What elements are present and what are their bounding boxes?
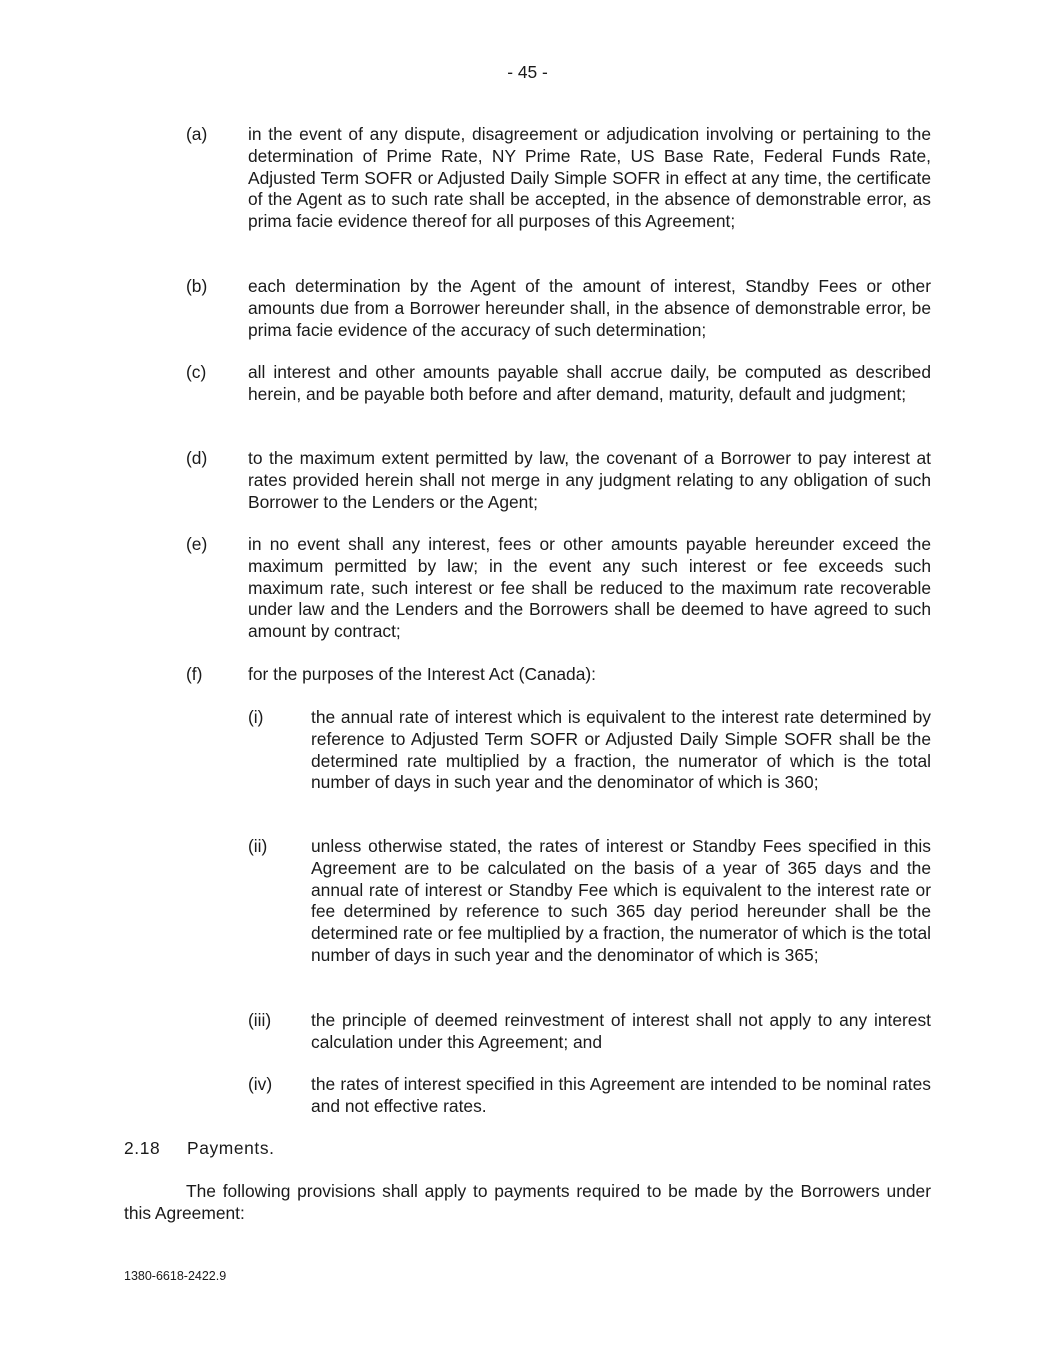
- list-item-label: (b): [186, 276, 208, 296]
- list-item-text: each determination by the Agent of the amount of interest, Standby Fees or other amounts due from a Borrower hereunder shall, in the absence of demonstrable error, be prima facie evidence of the accuracy of such determination;: [248, 276, 931, 340]
- sub-list-item-label: (iii): [248, 1010, 272, 1030]
- list-item-text: in no event shall any interest, fees or other amounts payable hereunder exceed the maximum permitted by law; in the event any such interest or fee exceeds such maximum rate, such interest or fee shall be reduced to the maximum rate recoverable under law and the Lenders and the Borrowers shall be deemed to have agreed to such amount by contract;: [248, 534, 931, 642]
- list-item-label: (a): [186, 124, 208, 144]
- page-number: - 45 -: [507, 62, 548, 82]
- list-item-text: in the event of any dispute, disagreement or adjudication involving or pertaining to the determination of Prime Rate, NY Prime Rate, US Base Rate, Federal Funds Rate, Adjusted Term SOFR or Adjusted Daily Simple SOFR in effect at any time, the certificate of the Agent as to such rate shall be accepted, in the absence of demonstrable error, as prima facie evidence thereof for all purposes of this Agreement;: [248, 124, 931, 232]
- list-item-label: (f): [186, 664, 203, 684]
- sub-list-item-text: the annual rate of interest which is equivalent to the interest rate determined by reference to Adjusted Term SOFR or Adjusted Daily Simple SOFR shall be the determined rate multiplied by a fraction, the numerator of which is the total number of days in such year and the denominator of which is 360;: [311, 707, 931, 793]
- document-id: 1380-6618-2422.9: [124, 1269, 227, 1283]
- sub-list-item-label: (ii): [248, 836, 268, 856]
- section-title: Payments.: [187, 1138, 275, 1158]
- list-item-label: (d): [186, 448, 208, 468]
- sub-list-item-label: (i): [248, 707, 264, 727]
- section-number: 2.18: [124, 1138, 161, 1158]
- list-item-text: for the purposes of the Interest Act (Canada):: [248, 664, 597, 684]
- list-item-text: to the maximum extent permitted by law, the covenant of a Borrower to pay interest at rates provided herein shall not merge in any judgment relating to any obligation of such Borrower to the Lenders or the Agent;: [248, 448, 931, 512]
- sub-list-item-text: the rates of interest specified in this Agreement are intended to be nominal rates and not effective rates.: [311, 1074, 931, 1116]
- sub-list-item-label: (iv): [248, 1074, 273, 1094]
- section-body-paragraph: The following provisions shall apply to payments required to be made by the Borrowers under this Agreement:: [124, 1181, 931, 1223]
- list-item-label: (c): [186, 362, 207, 382]
- sub-list-item-text: unless otherwise stated, the rates of interest or Standby Fees specified in this Agreement are to be calculated on the basis of a year of 365 days and the annual rate of interest or Standby Fee which is equivalent to the interest rate or fee determined by reference to such 365 day period hereunder shall be the determined rate or fee multiplied by a fraction, the numerator of which is the total number of days in such year and the denominator of which is 365;: [311, 836, 931, 965]
- list-item-label: (e): [186, 534, 208, 554]
- sub-list-item-text: the principle of deemed reinvestment of interest shall not apply to any interest calculation under this Agreement; and: [311, 1010, 931, 1052]
- list-item-text: all interest and other amounts payable shall accrue daily, be computed as described herein, and be payable both before and after demand, maturity, default and judgment;: [248, 362, 931, 404]
